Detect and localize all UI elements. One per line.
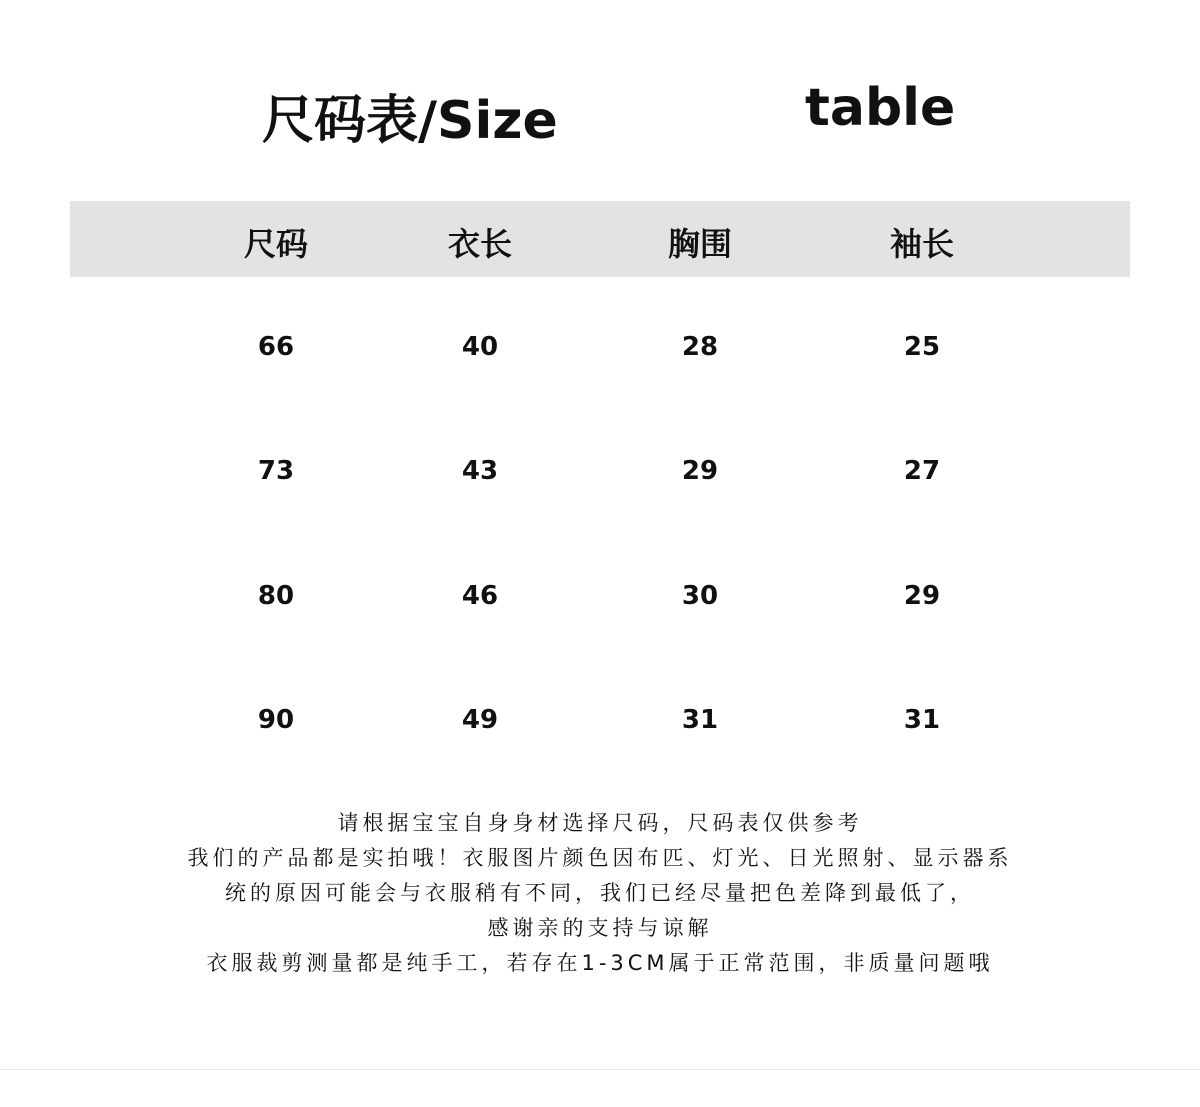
cell-length: 43 bbox=[461, 456, 499, 486]
note-line: 衣服裁剪测量都是纯手工，若存在1-3CM属于正常范围，非质量问题哦 bbox=[206, 951, 994, 975]
cell-chest: 30 bbox=[681, 581, 719, 611]
note-line: 我们的产品都是实拍哦！衣服图片颜色因布匹、灯光、日光照射、显示器系 bbox=[187, 846, 1013, 870]
note-line: 统的原因可能会与衣服稍有不同，我们已经尽量把色差降到最低了， bbox=[225, 881, 975, 905]
size-table-title bbox=[0, 78, 1200, 158]
cell-length: 46 bbox=[461, 581, 499, 611]
header-chest: 胸围 bbox=[667, 225, 732, 263]
note-line: 感谢亲的支持与谅解 bbox=[487, 916, 713, 940]
table-row bbox=[0, 705, 1200, 745]
title-table: table bbox=[805, 78, 956, 138]
note-line: 请根据宝宝自身身材选择尺码，尺码表仅供参考 bbox=[337, 811, 863, 835]
table-row bbox=[0, 332, 1200, 372]
cell-chest: 28 bbox=[681, 332, 719, 362]
header-length: 衣长 bbox=[447, 225, 512, 263]
table-row bbox=[0, 456, 1200, 496]
header-sleeve: 袖长 bbox=[889, 225, 954, 263]
cell-chest: 31 bbox=[681, 705, 719, 735]
notes-block bbox=[0, 806, 1200, 981]
cell-size: 90 bbox=[257, 705, 295, 735]
cell-length: 40 bbox=[461, 332, 499, 362]
cell-size: 80 bbox=[257, 581, 295, 611]
cell-sleeve: 27 bbox=[903, 456, 941, 486]
title-size-chart: 尺码表/Size bbox=[262, 91, 558, 151]
cell-length: 49 bbox=[461, 705, 499, 735]
cell-size: 73 bbox=[257, 456, 295, 486]
cell-sleeve: 29 bbox=[903, 581, 941, 611]
cell-sleeve: 25 bbox=[903, 332, 941, 362]
table-header bbox=[70, 201, 1130, 277]
bottom-divider bbox=[0, 1069, 1200, 1070]
cell-sleeve: 31 bbox=[903, 705, 941, 735]
header-size: 尺码 bbox=[243, 225, 308, 263]
table-row bbox=[0, 581, 1200, 621]
cell-size: 66 bbox=[257, 332, 295, 362]
cell-chest: 29 bbox=[681, 456, 719, 486]
